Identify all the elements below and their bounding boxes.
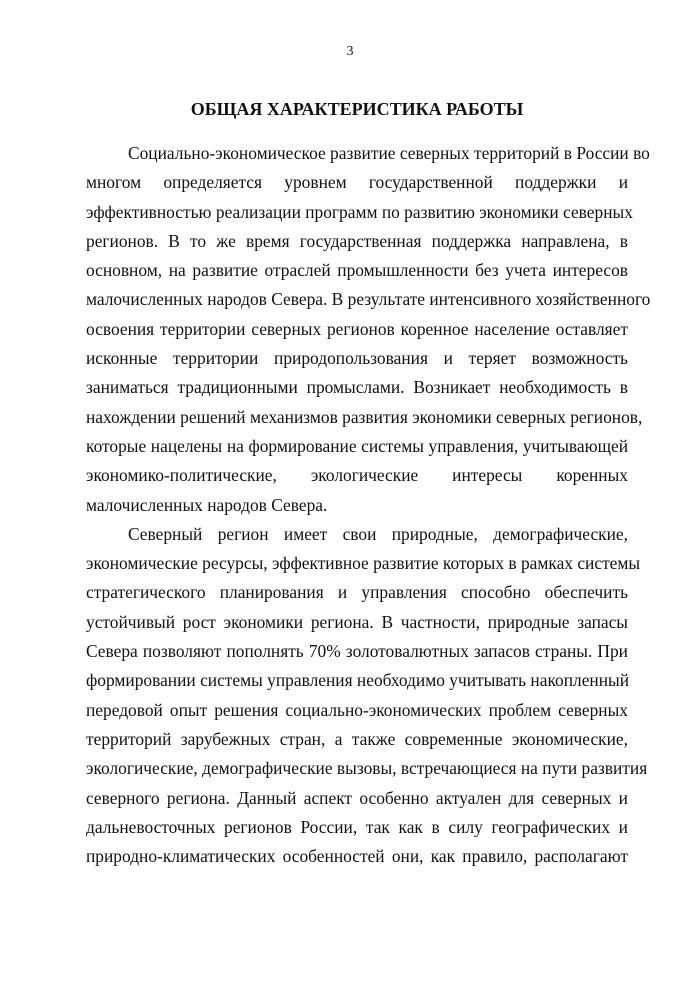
text-line: основном, на развитие отраслей промышленности без учета интересов xyxy=(86,260,628,281)
text-line: которые нацелены на формирование системы управления, учитывающей xyxy=(86,435,628,456)
text-line: экономические ресурсы, эффективное развитие которых в рамках системы xyxy=(86,553,641,574)
paragraph-2 xyxy=(86,520,648,872)
text-line: природно-климатических особенностей они, как правило, располагают xyxy=(86,846,628,867)
text-line: Социально-экономическое развитие северных территорий в России во xyxy=(128,143,650,163)
page-number: 3 xyxy=(346,44,354,59)
text-line: экономико-политические, экологические интересы коренных xyxy=(86,465,628,486)
text-line: многом определяется уровнем государственной поддержки и xyxy=(86,172,628,193)
text-line: нахождении решений механизмов развития экономики северных регионов, xyxy=(86,406,643,427)
text-line: устойчивый рост экономики региона. В частности, природные запасы xyxy=(86,611,628,632)
text-line: формировании системы управления необходимо учитывать накопленный xyxy=(86,670,630,691)
text-line: заниматься традиционными промыслами. Возникает необходимость в xyxy=(86,377,628,398)
text-line: регионов. В то же время государственная поддержка направлена, в xyxy=(86,230,628,251)
text-line: исконные территории природопользования и теряет возможность xyxy=(86,348,628,369)
text-line: территорий зарубежных стран, а также современные экономические, xyxy=(86,728,628,749)
text-line: северного региона. Данный аспект особенно актуален для северных и xyxy=(86,787,628,808)
text-line: дальневосточных регионов России, так как в силу географических и xyxy=(86,816,628,837)
text-line: Северный регион имеет свои природные, демографические, xyxy=(128,523,628,544)
text-line: стратегического планирования и управления способно обеспечить xyxy=(86,582,628,603)
text-line: малочисленных народов Севера. В результате интенсивного хозяйственного xyxy=(86,289,651,310)
paragraph-1 xyxy=(86,139,651,520)
text-line: освоения территории северных регионов коренное население оставляет xyxy=(86,318,628,339)
text-line: малочисленных народов Севера. xyxy=(86,494,328,515)
text-line: Севера позволяют пополнять 70% золотовалютных запасов страны. При xyxy=(86,641,628,662)
text-line: эффективностью реализации программ по развитию экономики северных xyxy=(86,201,633,222)
document-body xyxy=(86,139,651,871)
text-line: экологические, демографические вызовы, встречающиеся на пути развития xyxy=(86,758,648,779)
section-heading: ОБЩАЯ ХАРАКТЕРИСТИКА РАБОТЫ xyxy=(190,99,524,119)
text-line: передовой опыт решения социально-экономических проблем северных xyxy=(86,699,628,720)
